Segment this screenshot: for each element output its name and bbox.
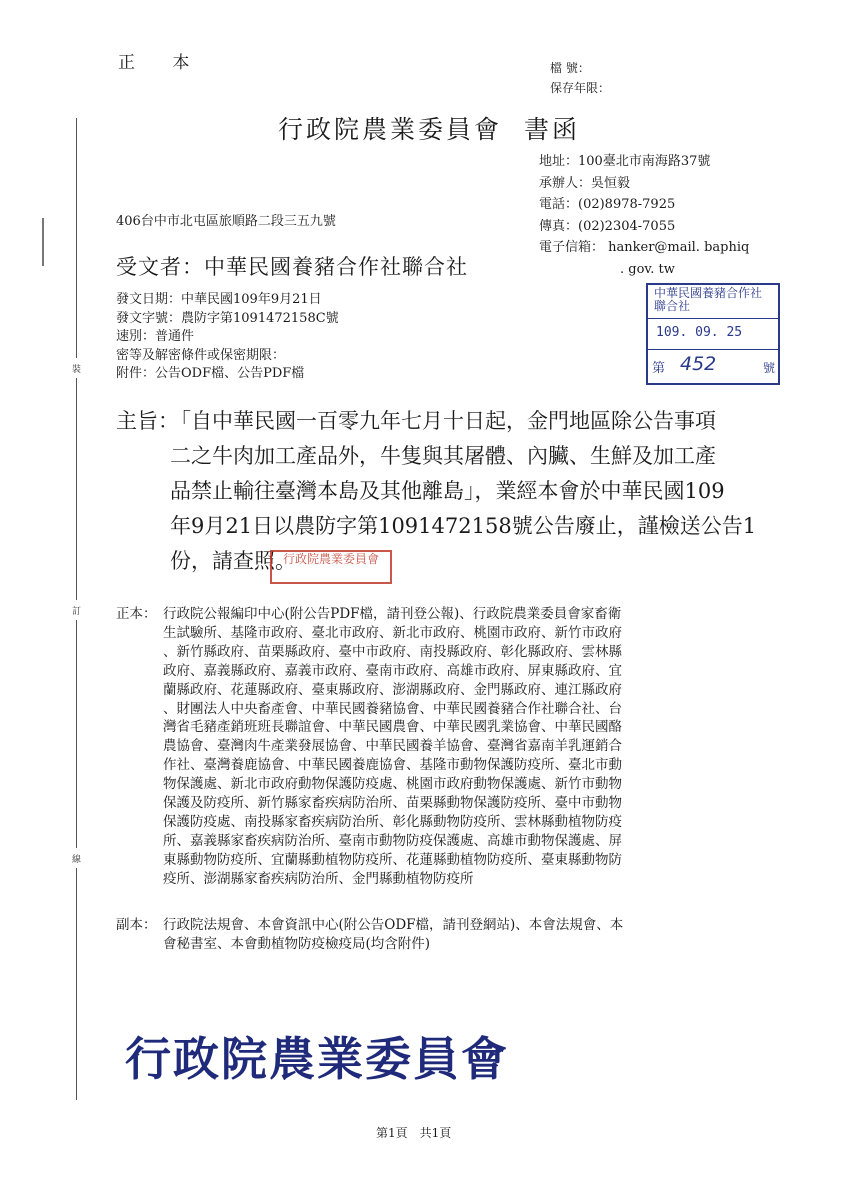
- copy-label: 副本：: [116, 917, 157, 933]
- distribution-line: 疫所、澎湖縣家畜疾病防治所、金門縣動植物防疫所: [163, 870, 474, 887]
- distribution-line: 蘭縣政府、花蓮縣政府、臺東縣政府、澎湖縣政府、金門縣政府、連江縣政府: [163, 681, 622, 698]
- subject-line: 年9月21日以農防字第1091472158號公告廢止，謹檢送公告1: [170, 514, 757, 538]
- binding-line-mid: [76, 378, 77, 600]
- distribution-line: 行政院公報編印中心(附公告PDF檔，請刊登公報)、行政院農業委員會家畜衛: [163, 606, 622, 622]
- copy-line: 行政院法規會、本會資訊中心(附公告ODF檔，請刊登網站)、本會法規會、本: [163, 917, 624, 933]
- official-seal: 行政院農業委員會: [270, 550, 392, 584]
- distribution-line: 所、嘉義縣家畜疾病防治所、臺南市動物防疫保護處、高雄市動物保護處、屏: [163, 832, 622, 849]
- issuing-org-signature: 行政院農業委員會: [125, 1032, 509, 1086]
- copy-body: [163, 916, 751, 954]
- contact-phone: 電話：(02)8978-7925: [539, 197, 676, 212]
- distribution-line: 物保護處、新北市政府動物保護防疫處、桃園市政府動物保護處、新竹市動物: [163, 776, 622, 793]
- binding-char-xian: 線: [72, 855, 82, 865]
- title-org: 行政院農業委員會: [278, 115, 503, 144]
- subject-line: 「自中華民國一百零九年七月十日起，金門地區除公告事項: [170, 409, 716, 433]
- contact-address: 地址：100臺北市南海路37號: [539, 154, 711, 169]
- confidentiality: 密等及解密條件或保密期限：: [116, 347, 286, 363]
- page-footer: 第1頁 共1頁: [376, 1126, 452, 1140]
- contact-block: [539, 151, 749, 280]
- distribution-line: 生試驗所、基隆市政府、臺北市政府、新北市政府、桃園市政府、新竹市政府: [163, 624, 622, 641]
- issue-date: 發文日期：中華民國109年9月21日: [116, 292, 322, 307]
- file-number-label: 檔 號：: [550, 61, 590, 75]
- distribution-label: 正本：: [116, 606, 157, 622]
- receipt-stamp: [646, 283, 780, 385]
- contact-email: 電子信箱： hanker@mail. baphiq: [539, 240, 750, 255]
- copy-line: 會秘書室、本會動植物防疫檢疫局(均含附件): [163, 935, 431, 952]
- binding-line-low: [76, 620, 77, 848]
- copy-recipients: [116, 916, 751, 954]
- file-number-block: [550, 58, 610, 98]
- attachments: 附件：公告ODF檔、公告PDF檔: [116, 366, 305, 382]
- doc-original-mark: 正 本: [118, 53, 206, 73]
- distribution-line: 、新竹縣政府、苗栗縣政府、臺中市政府、南投縣政府、彰化縣政府、雲林縣: [163, 643, 622, 660]
- distribution: [116, 605, 751, 889]
- binding-char-ding: 訂: [72, 607, 82, 617]
- binding-line-top: [76, 118, 77, 358]
- contact-officer: 承辦人：吳恒毅: [539, 175, 631, 191]
- issue-number: 發文字號：農防字第1091472158C號: [116, 310, 339, 326]
- distribution-line: 農協會、臺灣肉牛產業發展協會、中華民國養羊協會、臺灣省嘉南羊乳運銷合: [163, 738, 622, 755]
- title-type: 書函: [524, 115, 581, 144]
- distribution-line: 灣省毛豬產銷班班長聯誼會、中華民國農會、中華民國乳業協會、中華民國酪: [163, 719, 622, 736]
- contact-email-cont: . gov. tw: [620, 261, 675, 277]
- speed-class: 速別：普通件: [116, 329, 195, 345]
- recipient: 受文者：中華民國養豬合作社聯合社: [116, 255, 468, 279]
- subject-body: [170, 404, 781, 579]
- distribution-line: 政府、嘉義縣政府、嘉義市政府、臺南市政府、高雄市政府、屏東縣政府、宜: [163, 662, 622, 679]
- binding-line-bottom: [76, 868, 77, 1100]
- subject-line: 二之牛肉加工產品外，牛隻與其屠體、內臟、生鮮及加工產: [170, 444, 716, 468]
- retention-label: 保存年限：: [550, 81, 611, 95]
- document-title: [278, 110, 580, 146]
- stamp-number-prefix: 第: [652, 361, 666, 376]
- binding-char-zhuang: 裝: [72, 365, 82, 375]
- distribution-line: 作社、臺灣養鹿協會、中華民國養鹿協會、基隆市動物保護防疫所、臺北市動: [163, 757, 622, 774]
- subject-label: 主旨：: [116, 409, 179, 433]
- distribution-line: 、財團法人中央畜產會、中華民國養豬協會、中華民國養豬合作社聯合社、台: [163, 700, 622, 717]
- distribution-body: [163, 605, 751, 889]
- distribution-line: 保護防疫處、南投縣家畜疾病防治所、彰化縣動物防疫所、雲林縣動植物防疫: [163, 813, 622, 830]
- contact-fax: 傳真：(02)2304-7055: [539, 218, 676, 234]
- subject-line: 份，請查照。: [170, 549, 296, 573]
- stamp-date: 109. 09. 25: [656, 325, 743, 340]
- binding-tick: [42, 218, 44, 266]
- distribution-line: 東縣動物防疫所、宜蘭縣動植物防疫所、花蓮縣動植物防疫所、臺東縣動物防: [163, 851, 622, 868]
- stamp-number: 452: [680, 353, 717, 375]
- meta-block: [116, 291, 339, 384]
- recipient-address: 406台中市北屯區旅順路二段三五九號: [116, 214, 336, 229]
- subject-line: 品禁止輸往臺灣本島及其他離島」，業經本會於中華民國109: [170, 479, 725, 503]
- stamp-number-suffix: 號: [762, 361, 775, 375]
- distribution-line: 保護及防疫所、新竹縣家畜疾病防治所、苗栗縣動物保護防疫所、臺中市動物: [163, 795, 622, 812]
- stamp-org: 中華民國養豬合作社聯合社: [654, 286, 763, 313]
- subject: [116, 404, 781, 579]
